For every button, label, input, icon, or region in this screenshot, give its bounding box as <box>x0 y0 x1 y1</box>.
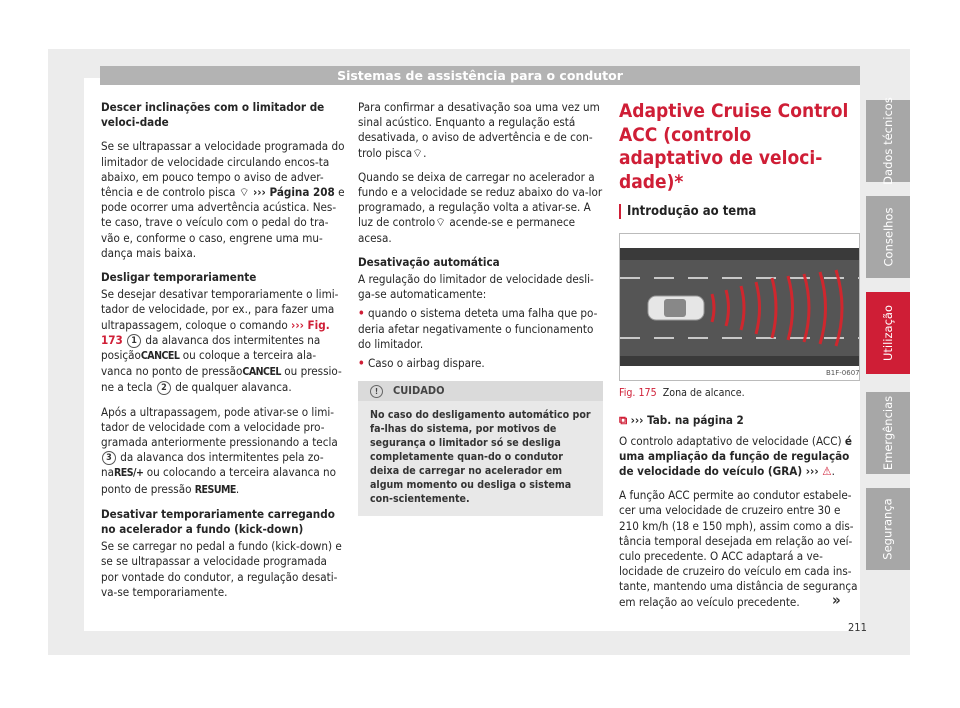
road-illustration <box>620 234 859 380</box>
callout-2: 2 <box>157 381 171 395</box>
tab-utilizacao[interactable]: Utilização <box>866 292 910 374</box>
heading-kickdown: Desativar temporariamente carregando no acelerador a fundo (kick-down) <box>101 506 335 537</box>
subtitle-wrap <box>619 204 860 219</box>
paragraph-kickdown: Se se carregar no pedal a fundo (kick-down) e se se ultrapassar a velocidade programada por vontade do condutor, a regulação desati-va-se temporariamente. <box>101 539 342 599</box>
list-item: • Caso o airbag dispare. <box>358 356 485 371</box>
paragraph-apos: Após a ultrapassagem, pode ativar-se o limi-tador de velocidade com a velocidade pro-gramada anteriormente pressionando a tecla 3 da alavanca dos intermitentes pela zo-naRES/+ ou colocando a terceira alavanca no ponto de pressão RESUME. <box>101 404 338 496</box>
heading-descer: Descer inclinações com o limitador de veloci-dade <box>101 100 325 130</box>
paragraph-descer: Se se ultrapassar a velocidade programada do limitador de velocidade circulando encos-ta abaixo, em pouco tempo o aviso de adver-tência e de controlo pisca ⌔ ››› Página 208 e pode ocorrer uma advertência acústica. Nes-te caso, trave o veículo com o pedal do tra-vão e, conforme o caso, engrene uma mu-dança mais baixa. <box>101 139 345 260</box>
book-icon: ⧉ <box>619 413 628 428</box>
callout-1: 1 <box>127 334 141 348</box>
paragraph-acc-intro: O controlo adaptativo de velocidade (ACC) é uma ampliação da função de regulação de velocidade do veículo (GRA) ››› ⚠. <box>619 433 852 479</box>
key-cancel-2: CANCEL <box>242 366 281 379</box>
page-ref-link[interactable]: ››› Página 208 <box>252 185 335 200</box>
info-icon: ! <box>370 385 383 398</box>
list-item: • quando o sistema deteta uma falha que po-deria afetar negativamente o funcionamento do limitador. <box>358 306 598 351</box>
column-1 <box>101 100 346 609</box>
heading-desligar: Desligar temporariamente <box>101 270 257 285</box>
fig-ref-link[interactable]: ››› Fig. 173 <box>101 317 330 347</box>
warning-light-icon: ⌔ <box>238 185 250 200</box>
column-2 <box>358 100 603 516</box>
caution-header: ! CUIDADO <box>358 381 603 401</box>
caution-text: No caso do desligamento automático por fa-lhas do sistema, por motivos de segurança o limitador só se desliga completamente quan-do o condutor deixa de carregar no acelerador em algum momento ou desliga o sistema con-scientemente. <box>370 409 591 506</box>
paragraph-acc-function: A função ACC permite ao condutor estabele-cer uma velocidade de cruzeiro entre 30 e 210 km/h (18 e 150 mph), assim como a dis-tância temporal desejada em relação ao veí-culo precedente. O ACC adaptará a ve-locidade de cruzeiro do veículo em cada ins-tante, mantendo uma distância de segurança em relação ao veículo precedente. <box>619 488 858 609</box>
acc-range-figure <box>619 233 860 381</box>
paragraph-confirmar: Para confirmar a desativação soa uma vez um sinal acústico. Enquanto a regulação está desativada, o aviso de advertência e de con-trolo pisca⌔. <box>358 100 600 160</box>
tab-seguranca[interactable]: Segurança <box>866 488 910 570</box>
callout-3: 3 <box>102 451 116 465</box>
tab-ref-link[interactable]: ››› Tab. na página 2 <box>630 413 744 428</box>
heading-automatica: Desativação automática <box>358 254 500 269</box>
paragraph-automatica: A regulação do limitador de velocidade desli-ga-se automaticamente: <box>358 272 594 302</box>
continue-arrow: » <box>832 591 841 609</box>
column-3 <box>619 100 860 619</box>
tab-ref <box>619 413 860 428</box>
page-number: 211 <box>848 621 867 634</box>
key-resume: RESUME <box>194 483 236 496</box>
bullet-icon: • <box>358 356 365 371</box>
page-header: Sistemas de assistência para o condutor <box>100 66 860 85</box>
tab-dados-tecnicos[interactable]: Dados técnicos <box>866 100 910 182</box>
warning-light-icon: ⌔ <box>412 145 424 160</box>
warning-triangle-icon[interactable]: ⚠ <box>822 464 832 479</box>
paragraph-desligar: Se desejar desativar temporariamente o limi-tador de velocidade, por ex., para fazer uma ultrapassagem, coloque o comando ››› Fig. 173 1 da alavanca dos intermitentes na posiçãoCANCEL ou coloque a terceira ala-vanca no ponto de pressãoCANCEL ou pressio-ne a tecla 2 de qualquer alavanca. <box>101 287 342 395</box>
caution-box <box>358 381 603 516</box>
section-title: Adaptive Cruise Control ACC (controlo adaptativo de veloci-dade)* <box>619 100 849 193</box>
tab-emergencias[interactable]: Emergências <box>866 392 910 474</box>
figure-code: B1F-0607 <box>826 369 859 378</box>
key-cancel: CANCEL <box>140 350 180 363</box>
car-icon <box>648 296 704 320</box>
figure-caption: Fig. 175 Zona de alcance. <box>619 387 745 400</box>
bullet-icon: • <box>358 306 365 321</box>
section-subtitle: Introdução ao tema <box>627 204 757 219</box>
control-light-icon: ⌔ <box>435 215 447 230</box>
key-res: RES/+ <box>114 467 144 480</box>
tab-conselhos[interactable]: Conselhos <box>866 196 910 278</box>
paragraph-acelerador: Quando se deixa de carregar no acelerador a fundo e a velocidade se reduz abaixo do va-lor programado, a regulação volta a ativar-se. A luz de controlo⌔ acende-se e permanece acesa. <box>358 169 603 245</box>
